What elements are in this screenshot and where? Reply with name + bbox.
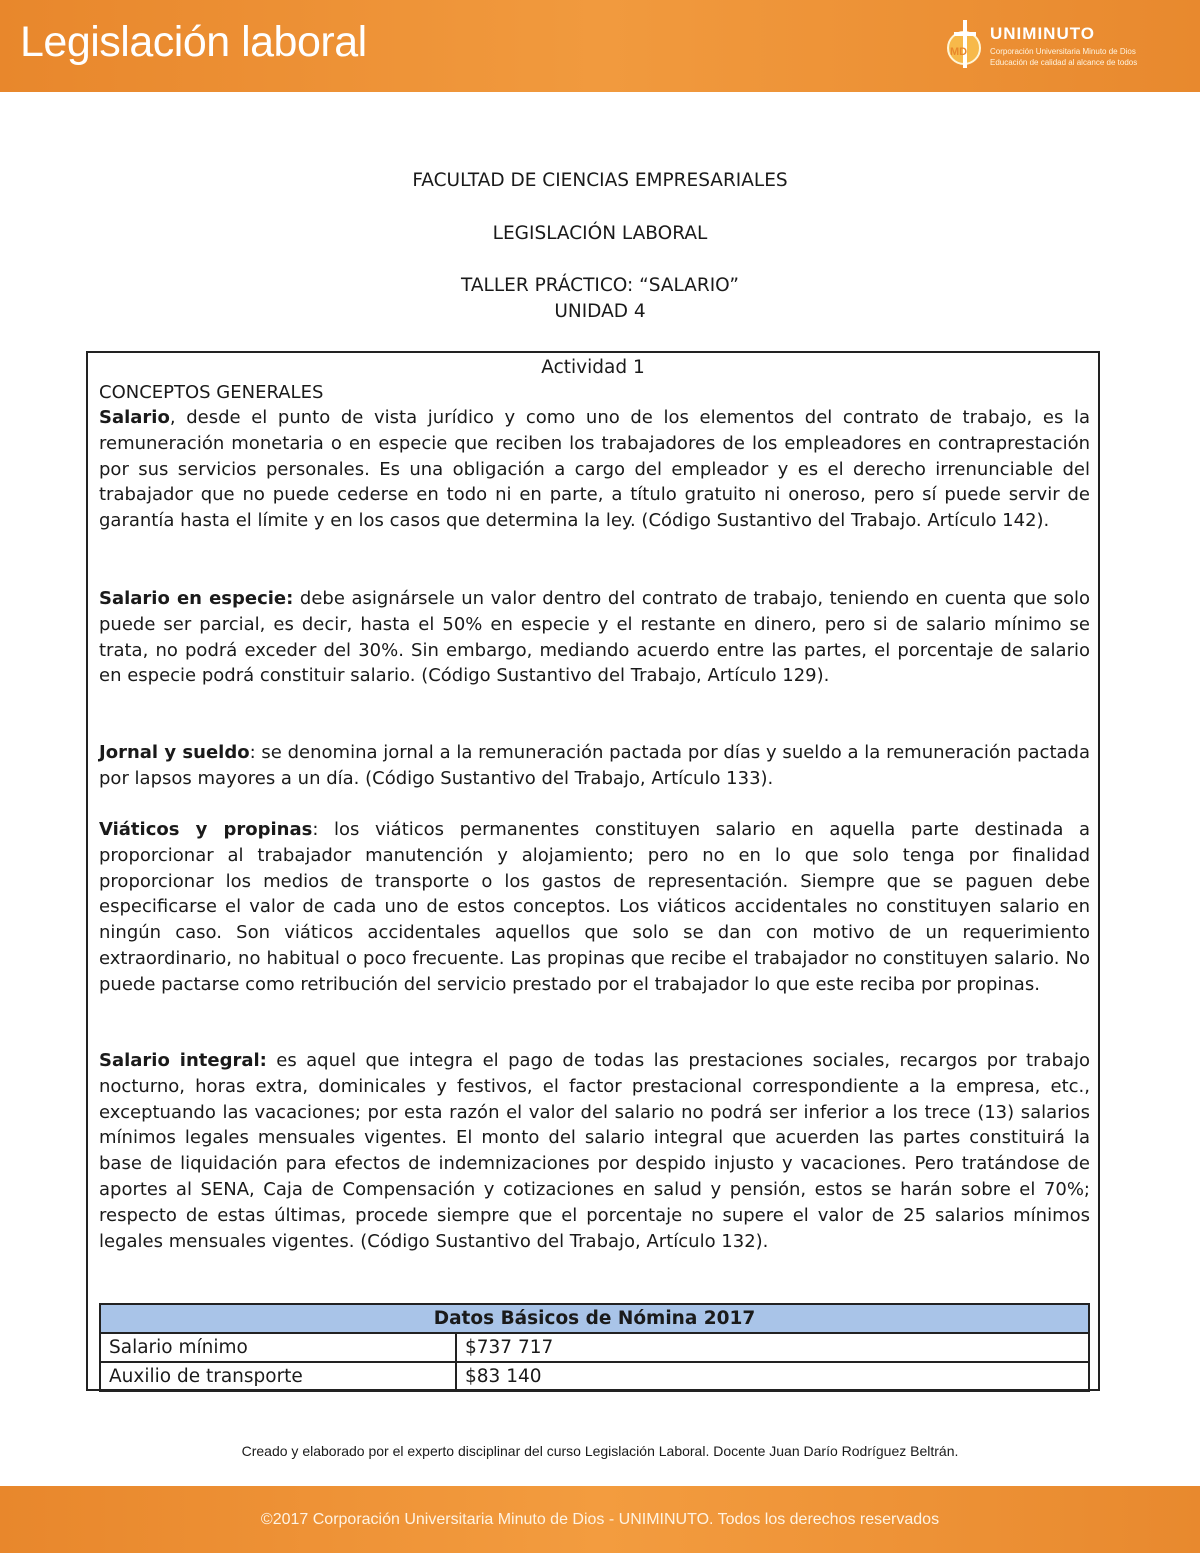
term-jornal-sueldo: Jornal y sueldo bbox=[99, 742, 250, 763]
row-value: $737 717 bbox=[456, 1333, 1089, 1362]
activity-box bbox=[86, 351, 1100, 1391]
row-value: $83 140 bbox=[456, 1362, 1089, 1391]
unit-heading: UNIDAD 4 bbox=[554, 301, 646, 322]
paragraph-jornal-sueldo bbox=[99, 740, 1090, 792]
row-label: Auxilio de transporte bbox=[100, 1362, 456, 1391]
term-salario: Salario bbox=[99, 407, 170, 428]
paragraph-salario-integral bbox=[99, 1048, 1090, 1254]
table-row bbox=[100, 1362, 1089, 1391]
term-viaticos-propinas: Viáticos y propinas bbox=[99, 819, 313, 840]
term-salario-especie: Salario en especie: bbox=[99, 588, 294, 609]
course-heading: LEGISLACIÓN LABORAL bbox=[492, 223, 708, 244]
page-header bbox=[0, 0, 1200, 92]
activity-title: Actividad 1 bbox=[541, 357, 645, 378]
header-title: Legislación laboral bbox=[20, 18, 367, 66]
svg-text:MD: MD bbox=[950, 46, 968, 58]
table-row bbox=[100, 1333, 1089, 1362]
copyright-text: ©2017 Corporación Universitaria Minuto de Dios - UNIMINUTO. Todos los derechos reservados bbox=[260, 1511, 940, 1528]
payroll-table bbox=[99, 1303, 1090, 1392]
section-heading: CONCEPTOS GENERALES bbox=[99, 382, 324, 403]
page-footer bbox=[0, 1486, 1200, 1553]
paragraph-viaticos-propinas bbox=[99, 817, 1090, 998]
text-salario-especie: debe asignársele un valor dentro del contrato de trabajo, teniendo en cuenta que solo puede ser parcial, es decir, hasta el 50% en especie y el restante en dinero, pero si de salario mínimo se trata, no podrá exceder del 30%. Sin embargo, mediando acuerdo entre las partes, el porcentaje de salario en especie podrá constituir salario. (Código Sustantivo del Trabajo, Artículo 129). bbox=[99, 588, 1091, 687]
paragraph-salario-especie bbox=[99, 586, 1090, 689]
logo-tagline: Educación de calidad al alcance de todos bbox=[990, 58, 1138, 67]
author-credit: Creado y elaborado por el experto disciplinar del curso Legislación Laboral. Docente Juan Darío Rodríguez Beltrán. bbox=[241, 1443, 959, 1459]
text-viaticos-propinas: : los viáticos permanentes constituyen salario en aquella parte destinada a proporcionar al trabajador manutención y alojamiento; pero no en lo que solo tenga por finalidad proporcionar los medios de transporte o los gastos de representación. Siempre que se paguen debe especificarse el valor de cada uno de estos conceptos. Los viáticos accidentales no constituyen salario en ningún caso. Son viáticos accidentales aquellos que solo se dan con motivo de un requerimiento extraordinario, no habitual o poco frecuente. Las propinas que recibe el trabajador no constituyen salario. No puede pactarse como retribución del servicio prestado por el trabajador lo que este reciba por propinas. bbox=[99, 819, 1090, 995]
logo-name: UNIMINUTO bbox=[990, 24, 1096, 43]
faculty-heading: FACULTAD DE CIENCIAS EMPRESARIALES bbox=[412, 170, 788, 191]
uniminuto-logo-icon bbox=[946, 18, 990, 70]
text-jornal-sueldo: : se denomina jornal a la remuneración pactada por días y sueldo a la remuneración pactada por lapsos mayores a un día. (Código Sustantivo del Trabajo, Artículo 133). bbox=[99, 742, 1090, 789]
term-salario-integral: Salario integral: bbox=[99, 1050, 267, 1071]
logo-subtitle: Corporación Universitaria Minuto de Dios bbox=[990, 47, 1136, 56]
row-label: Salario mínimo bbox=[100, 1333, 456, 1362]
text-salario: , desde el punto de vista jurídico y como uno de los elementos del contrato de trabajo, es la remuneración monetaria o en especie que reciben los trabajadores de los empleadores en contraprestación por sus servicios personales. Es una obligación a cargo del empleador y es el derecho irrenunciable del trabajador que no puede cederse en todo ni en parte, a título gratuito ni oneroso, pero sí puede servir de garantía hasta el límite y en los casos que determina la ley. (Código Sustantivo del Trabajo. Artículo 142). bbox=[99, 407, 1090, 532]
uniminuto-logo bbox=[946, 18, 1146, 74]
paragraph-salario bbox=[99, 405, 1090, 534]
table-title: Datos Básicos de Nómina 2017 bbox=[100, 1304, 1089, 1333]
table-header-row bbox=[100, 1304, 1089, 1333]
workshop-heading: TALLER PRÁCTICO: “SALARIO” bbox=[461, 275, 739, 296]
text-salario-integral: es aquel que integra el pago de todas las prestaciones sociales, recargos por trabajo nocturno, horas extra, dominicales y festivos, el factor prestacional correspondiente a la empresa, etc., exceptuando las vacaciones; por esta razón el valor del salario no podrá ser inferior a los trece (13) salarios mínimos legales mensuales vigentes. El monto del salario integral que acuerden las partes constituirá la base de liquidación para efectos de indemnizaciones por despido injusto y vacaciones. Pero tratándose de aportes al SENA, Caja de Compensación y cotizaciones en salud y pensión, estos se harán sobre el 70%; respecto de estas últimas, procede siempre que el porcentaje no supere el valor de 25 salarios mínimos legales mensuales vigentes. (Código Sustantivo del Trabajo, Artículo 132). bbox=[99, 1050, 1090, 1252]
